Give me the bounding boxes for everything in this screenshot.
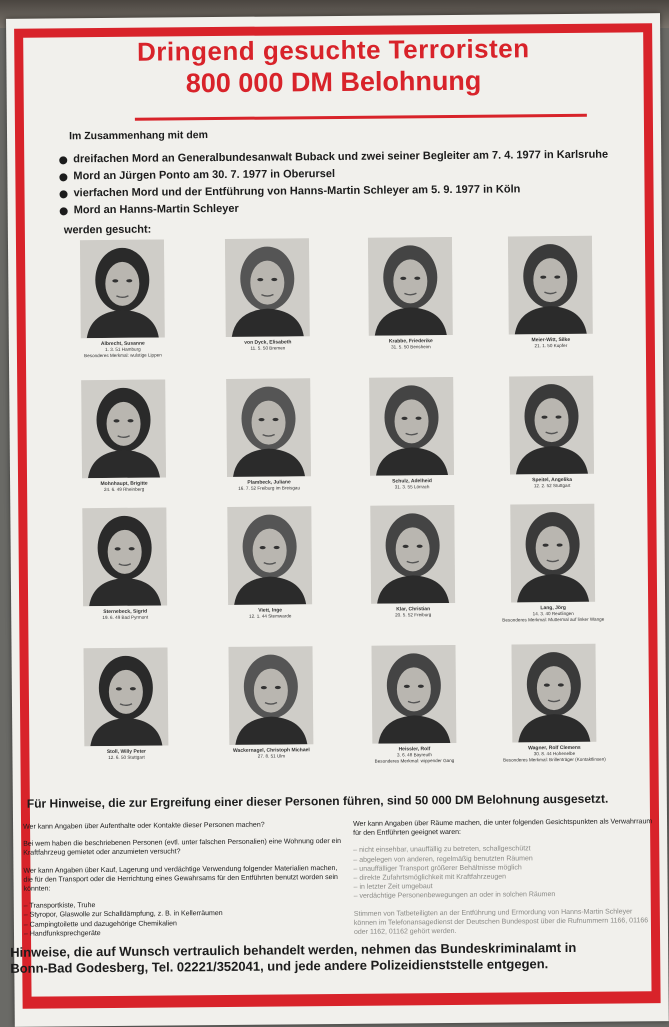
- suspect-card: [56, 647, 197, 788]
- bullet-dot-icon: [60, 207, 68, 215]
- suspect-card: [342, 505, 483, 646]
- suspect-name: Plambeck, Juliane: [247, 479, 291, 486]
- crime-text: Mord an Hanns-Martin Schleyer: [73, 202, 239, 217]
- suspect-card: [52, 239, 193, 380]
- poster-header: [6, 31, 661, 101]
- suspect-name: Albrecht, Susanne: [100, 340, 145, 348]
- suspect-name: Wackernagel, Christoph Michael: [232, 747, 310, 754]
- portrait-photo: [368, 237, 453, 336]
- info-column-right: [353, 817, 654, 945]
- suspect-name: Meier-Witt, Silke: [531, 336, 571, 344]
- suspect-card: [198, 378, 339, 519]
- suspect-name: von Dyck, Elisabeth: [244, 339, 292, 346]
- portrait-photo: [226, 378, 311, 477]
- portrait-photo: [511, 644, 596, 743]
- reward-text: Für Hinweise, die zur Ergreifung einer dieser Personen führen, sind 50 000 DM Belohnung ausgesetzt.: [26, 791, 609, 811]
- bullet-dot-icon: [59, 173, 67, 181]
- question-contacts: Wer kann Angaben über Aufenthalte oder Kontakte dieser Personen machen?: [23, 821, 265, 831]
- crime-item: [59, 183, 619, 201]
- suspect-caption: [344, 746, 484, 764]
- crime-list: [59, 149, 620, 222]
- list-item: – direkte Zufahrtsmöglichkeit mit Kraftfahrzeugen: [353, 873, 507, 882]
- suspect-birth-details: 30. 8. 44 Hohenelbe: [533, 751, 576, 757]
- portrait-photo: [84, 647, 169, 746]
- suspect-birth-details: 12. 2. 52 Stuttgart: [533, 483, 571, 489]
- footer-line-2: Bonn-Bad Godesberg, Tel. 02221/352041, und jede andere Polizeidienststelle entgegen.: [10, 956, 549, 976]
- suspect-birth-details: 24. 6. 49 Rheinberg: [103, 487, 145, 493]
- suspect-birth-details: 14. 3. 40 Reutlingen: [532, 611, 574, 617]
- suspect-card: [54, 507, 195, 648]
- list-item: – in letzter Zeit umgebaut: [353, 883, 433, 892]
- crime-item: [59, 166, 619, 184]
- question-rentals: Bei wem haben die beschriebenen Personen (evtl. unter falschen Personalien) eine Wohnung oder ein Kraftfahrzeug gemietet oder anzumieten versucht?: [23, 838, 342, 858]
- suspect-name: Speitel, Angelika: [532, 476, 572, 484]
- suspect-caption: [483, 604, 623, 622]
- suspect-card: [480, 236, 621, 377]
- suspect-card: [340, 237, 481, 378]
- list-item: – Styropor, Glaswolle zur Schalldämpfung, z. B. in Kellerräumen: [23, 910, 223, 920]
- suspect-birth-details: 12. 6. 50 Stuttgart: [108, 755, 145, 761]
- suspect-card: [343, 645, 484, 786]
- portrait-photo: [510, 504, 595, 603]
- list-item: – Campingtoilette und dazugehörige Chemikalien: [23, 920, 177, 929]
- suspect-name: Klar, Christian: [396, 606, 431, 613]
- suspect-card: [199, 506, 340, 647]
- suspect-name: Viett, Inge: [258, 607, 283, 614]
- suspect-caption: [481, 337, 621, 350]
- portrait-photo: [371, 645, 456, 744]
- suspect-name: Mohnhaupt, Brigitte: [100, 480, 148, 488]
- suspect-caption: [200, 607, 340, 620]
- suspect-birth-details: 12. 1. 44 Stemwarde: [249, 613, 292, 620]
- portrait-photo: [80, 239, 165, 338]
- suspect-birth-details: 19. 6. 49 Bad Pyrmont: [102, 615, 149, 621]
- suspect-card: [483, 643, 624, 784]
- bullet-dot-icon: [59, 156, 67, 164]
- crime-text: Mord an Jürgen Ponto am 30. 7. 1977 in Oberursel: [73, 167, 336, 183]
- suspect-name: Lang, Jörg: [540, 604, 566, 612]
- portrait-photo: [369, 377, 454, 476]
- crime-text: dreifachen Mord an Generalbundesanwalt Buback und zwei seiner Begleiter am 7. 4. 1977 in Karlsruhe: [73, 148, 609, 166]
- portrait-photo: [81, 379, 166, 478]
- portrait-photo: [225, 238, 310, 337]
- suspect-birth-details: 20. 5. 52 Freiburg: [395, 612, 432, 618]
- portrait-photo: [509, 376, 594, 475]
- suspect-caption: [55, 608, 195, 621]
- list-item: – unauffälliger Transport größerer Behältnisse möglich: [353, 864, 522, 873]
- suspect-distinguishing-mark: Besonderes Merkmal: Brillenträger (Kontaktlinsen): [503, 756, 606, 763]
- suspect-caption: [56, 748, 196, 761]
- list-item: – abgelegen von anderen, regelmäßig benutzten Räumen: [353, 854, 533, 864]
- footer-line-1: Hinweise, die auf Wunsch vertraulich behandelt werden, nehmen das Bundeskriminalamt in: [10, 939, 577, 960]
- suspect-caption: [53, 340, 193, 358]
- suspect-caption: [482, 476, 622, 489]
- info-column-left: [23, 820, 342, 939]
- suspect-caption: [342, 478, 482, 491]
- suspect-card: [481, 375, 622, 516]
- suspect-birth-details: 31. 5. 50 Bensheim: [391, 344, 431, 350]
- suspect-birth-details: 16. 7. 52 Freiburg im Breisgau: [238, 485, 301, 492]
- list-item: – nicht einsehbar, unauffällig zu betreten, schallgeschützt: [353, 845, 531, 855]
- suspect-birth-details: 1. 3. 51 Hamburg: [105, 347, 141, 353]
- suspect-name: Heissler, Rolf: [398, 746, 431, 753]
- suspect-birth-details: 3. 6. 48 Bayreuth: [396, 752, 432, 758]
- suspect-birth-details: 31. 3. 55 Lörrach: [394, 484, 430, 490]
- suspect-name: Wagner, Rolf Clemens: [528, 744, 581, 752]
- bullet-dot-icon: [60, 190, 68, 198]
- crime-item: [60, 200, 620, 218]
- poster-title: Dringend gesuchte Terroristen: [136, 33, 530, 67]
- suspect-birth-details: 11. 5. 50 Bremen: [250, 345, 286, 352]
- suspect-distinguishing-mark: Besonderes Merkmal: wulstige Lippen: [84, 352, 162, 358]
- question-materials: Wer kann Angaben über Kauf, Lagerung und verdächtige Verwendung folgender Materialien machen, die für den Transport oder die Herrichtung eines Gewahrsams für den Entführten benutzt worden sein könnten:: [23, 864, 338, 893]
- portrait-photo: [229, 646, 314, 745]
- suspect-birth-details: 21. 1. 50 Kupfer: [534, 343, 568, 349]
- portrait-photo: [370, 505, 455, 604]
- list-item: – verdächtige Personenbewegungen an oder in solchen Räumen: [353, 891, 556, 901]
- crime-text: vierfachen Mord und der Entführung von Hanns-Martin Schleyer am 5. 9. 1977 in Köln: [73, 183, 521, 200]
- contact-footer: [10, 939, 658, 977]
- materials-list: [24, 899, 342, 939]
- portrait-photo: [82, 507, 167, 606]
- suspect-card: [201, 646, 342, 787]
- room-criteria-list: [353, 844, 653, 902]
- suspect-caption: [201, 747, 341, 760]
- suspect-name: Schulz, Adelheid: [392, 478, 432, 485]
- suspect-distinguishing-mark: Besonderes Merkmal: Muttermal auf linker Wange: [502, 616, 605, 623]
- portrait-photo: [508, 236, 593, 335]
- portrait-photo: [227, 506, 312, 605]
- suspect-card: [197, 238, 338, 379]
- suspect-caption: [198, 339, 338, 352]
- list-item: – Transportkiste, Truhe: [23, 902, 96, 910]
- wanted-label: werden gesucht:: [63, 223, 152, 237]
- suspect-name: Sternebeck, Sigrid: [103, 608, 148, 616]
- suspect-caption: [199, 479, 339, 492]
- suspect-birth-details: 27. 8. 51 Ulm: [257, 753, 286, 760]
- question-rooms: Wer kann Angaben über Räume machen, die unter folgenden Gesichtspunkten als Verwahrraum für den Entführten geeignet waren:: [353, 818, 653, 838]
- suspect-caption: [484, 744, 624, 762]
- intro-text: Im Zusammenhang mit dem: [68, 129, 208, 143]
- suspect-caption: [341, 338, 481, 351]
- suspect-name: Krabbe, Friederike: [388, 338, 433, 345]
- suspect-caption: [343, 606, 483, 619]
- phone-recording-note: Stimmen von Tatbeteiligten an der Entführung und Ermordung von Hanns-Martin Schleyer können im Telefonansagedienst der Deutschen Bundespost über die Rufnummern 1166, 01166 oder 1162, 01162 gehört werden.: [353, 908, 649, 936]
- reward-amount-heading: 800 000 DM Belohnung: [185, 65, 482, 99]
- wanted-poster: [6, 13, 669, 1027]
- suspect-distinguishing-mark: Besonderes Merkmal: wippender Gang: [374, 757, 455, 764]
- suspect-card: [341, 377, 482, 518]
- list-item: – Handfunksprechgeräte: [23, 929, 101, 938]
- suspect-caption: [54, 480, 194, 493]
- suspect-name: Stoll, Willy Peter: [106, 748, 147, 756]
- suspect-card: [53, 379, 194, 520]
- suspect-card: [482, 503, 623, 644]
